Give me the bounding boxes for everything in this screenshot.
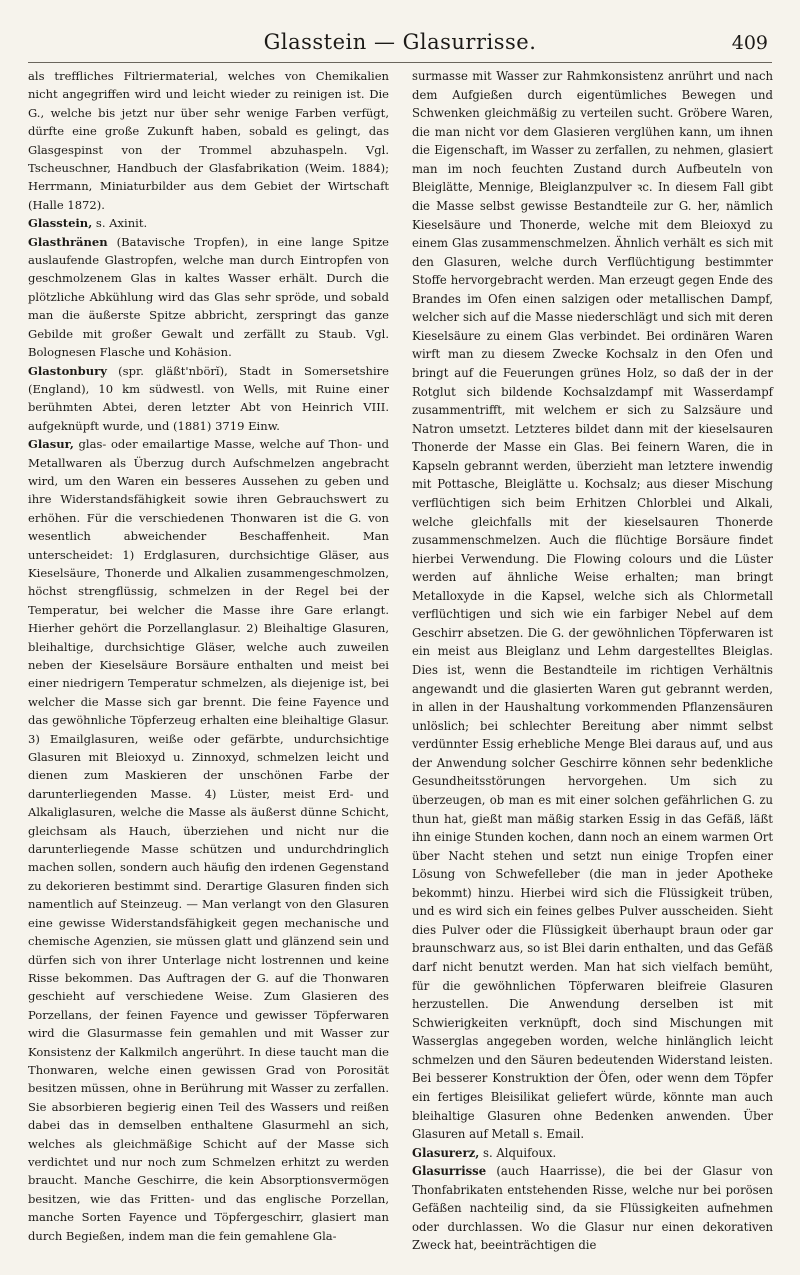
entry-text: surmasse mit Wasser zur Rahmkonsistenz anrührt und nach dem Aufgießen durch eigentümliches Bewegen und Schwenken gleichmäßig zu verteilen sucht. Gröbere Waren, die man nicht vor dem Glasieren verglühen kann, um ihnen die Eigenschaft, im Wasser zu zerfallen, zu nehmen, glasiert man im noch feuchten Zustand durch Aufbeuteln von Bleiglätte, Mennige, Bleiglanzpulver ꝛc. In diesem Fall gibt die Masse selbst gewisse Bestandteile zur G. her, nämlich Kieselsäure und Thonerde, welche mit dem Bleioxyd zu einem Glas zusammenschmelzen. Ähnlich verhält es sich mit den Glasuren, welche durch Verflüchtigung bestimmter Stoffe hervorgebracht werden. Man erzeugt gegen Ende des Brandes im Ofen einen salzigen oder metallischen Dampf, welcher sich auf die Masse niederschlägt und sich mit deren Kieselsäure zu einem Glas verbindet. Bei ordinären Waren wirft man zu diesem Zwecke Kochsalz in den Ofen und bringt auf die Feuerungen grünes Holz, so daß der in der Rotglut sich bildende Kochsalzdampf mit Wasserdampf zusammentrifft, mit welchem er sich zu Salzsäure und Natron umsetzt. Letzteres bildet dann mit der kieselsauren Thonerde der Masse ein Glas. Bei feinern Waren, die in Kapseln gebrannt werden, überzieht man letztere inwendig mit Pottasche, Bleiglätte u. Kochsalz; aus dieser Mischung verflüchtigen sich beim Erhitzen Chlorblei und Alkali, welche gleichfalls mit der kieselsauren Thonerde zusammenschmelzen. Auch die flüchtige Borsäure findet hierbei Verwendung. Die Flowing colours und die Lüster werden auf ähnliche Weise erhalten; man bringt Metalloxyde in die Kapsel, welche sich als Chlormetall verflüchtigen und sich wie ein farbiger Nebel auf dem Geschirr absetzen. Die G. der gewöhnlichen Töpferwaren ist ein meist aus Bleiglanz und Lehm dargestelltes Bleiglas. Dies ist, wenn die Bestandteile im richtigen Verhältnis angewandt und die glasierten Waren gut gebrannt werden, in allen in der Haushaltung vorkommenden Pflanzensäuren unlöslich; bei schlechter Bereitung aber nimmt selbst verdünnter Essig erhebliche Menge Blei daraus auf, und aus der Anwendung solcher Geschirre können sehr bedenkliche Gesundheitsstörungen hervorgehen. Um sich zu überzeugen, ob man es mit einer solchen gefährlichen G. zu thun hat, gießt man mäßig starken Essig in das Gefäß, läßt ihn einige Stunden kochen, dann noch an einem warmen Ort über Nacht stehen und setzt nun einige Tropfen einer Lösung von Schwefelleber (die man in jeder Apotheke bekommt) hinzu. Hierbei wird sich die Flüssigkeit trüben, und es wird sich ein feines gelbes Pulver ausscheiden. Sieht dies Pulver oder die Flüssigkeit überhaupt braun oder gar braunschwarz aus, so ist Blei darin enthalten, und das Gefäß darf nicht benutzt werden. Man hat sich vielfach bemüht, für die gewöhnlichen Töpferwaren bleifreie Glasuren herzustellen. Die Anwendung derselben ist mit Schwierigkeiten verknüpft, doch sind Mischungen mit Wasserglas angegeben worden, welche hinlänglich leicht schmelzen und den Säuren bedeutenden Widerstand leisten. Bei besserer Konstruktion der Öfen, oder wenn dem Töpfer ein fertiges Bleisilikat geliefert würde, könnte man auch bleihaltige Glasuren ohne Bedenken anwenden. Über Glasuren auf Metall s. Email. [412, 69, 773, 1142]
entry-text: (auch Haarrisse), die bei der Glasur von Thonfabrikaten entstehenden Risse, welche nur bei porösen Gefäßen nachteilig sind, da sie Flüssigkeiten aufnehmen oder durchlassen. Wo die Glasur nur einen dekorativen Zweck hat, beeinträchtigen die [412, 1164, 773, 1253]
entry-text: s. Axinit. [92, 216, 148, 231]
entry-text: glas- oder emailartige Masse, welche auf Thon- und Metallwaren als Überzug durch Aufschmelzen angebracht wird, um den Waren ein besseres Aussehen zu geben und ihre Widerstandsfähigkeit sowie ihren Gebrauchswert zu erhöhen. Für die verschiedenen Thonwaren ist die G. von wesentlich abweichender Beschaffenheit. Man unterscheidet: 1) Erdglasuren, durchsichtige Gläser, aus Kieselsäure, Thonerde und Alkalien zusammengeschmolzen, höchst strengflüssig, schmelzen in der Regel bei der Temperatur, bei welcher die Masse ihre Gare erlangt. Hierher gehört die Porzellanglasur. 2) Bleihaltige Glasuren, bleihaltige, durchsichtige Gläser, welche auch zuweilen neben der Kieselsäure Borsäure enthalten und meist bei einer niedrigern Temperatur schmelzen, als diejenige ist, bei welcher die Masse sich gar brennt. Die feine Fayence und das gewöhnliche Töpferzeug erhalten eine bleihaltige Glasur. 3) Emailglasuren, weiße oder gefärbte, undurchsichtige Glasuren mit Bleioxyd u. Zinnoxyd, schmelzen leicht und dienen zum Maskieren der unschönen Farbe der darunterliegenden Masse. 4) Lüster, meist Erd- und Alkaliglasuren, welche die Masse als äußerst dünne Schicht, gleichsam als Hauch, überziehen und nicht nur die darunterliegende Masse schützen und undurchdringlich machen sollen, sondern auch häufig den irdenen Gegenstand zu dekorieren bestimmt sind. Derartige Glasuren finden sich namentlich auf Steinzeug. — Man verlangt von den Glasuren eine gewisse Widerstandsfähigkeit gegen mechanische und chemische Agenzien, sie müssen glatt und glänzend sein und dürfen sich von ihrer Unterlage nicht lostrennen und keine Risse bekommen. Das Auftragen der G. auf die Thonwaren geschieht auf verschiedene Weise. Zum Glasieren des Porzellans, der feinen Fayence und gewisser Töpferwaren wird die Glasurmasse fein gemahlen und mit Wasser zur Konsistenz der Kalkmilch angerührt. In diese taucht man die Thonwaren, welche einen gewissen Grad von Porosität besitzen müssen, ohne in Berührung mit Wasser zu zerfallen. Sie absorbieren begierig einen Teil des Wassers und reißen dabei das in demselben enthaltene Glasurmehl an sich, welches als gleichmäßige Schicht auf der Masse sich verdichtet und nur noch zum Schmelzen erhitzt zu werden braucht. Manche Geschirre, die kein Absorptionsvermögen besitzen, wie das Fritten- und das englische Porzellan, manche Sorten Fayence und Töpfergeschirr, glasiert man durch Begießen, indem man die fein gemahlene Gla- [28, 437, 389, 1243]
left-column [28, 67, 389, 1245]
entry-text: (Batavische Tropfen), in eine lange Spitze auslaufende Glastropfen, welche man durch Eintropfen von geschmolzenem Glas in kaltes Wasser erhält. Durch die plötzliche Abkühlung wird das Glas sehr spröde, und sobald man die äußerste Spitze abbricht, zerspringt das ganze Gebilde mit großer Gewalt und zerfällt zu Staub. Vgl. Bolognesen Flasche und Kohäsion. [28, 234, 389, 360]
entry-text: s. Alquifoux. [479, 1145, 557, 1160]
dictionary-entry [28, 233, 389, 362]
running-title: Glasstein — Glasurrisse. [263, 30, 537, 54]
entry-headword: Glasurrisse [412, 1164, 487, 1179]
page-header [28, 28, 772, 63]
dictionary-entry [28, 362, 389, 436]
dictionary-entry [412, 1162, 773, 1255]
dictionary-entry [28, 435, 389, 1245]
entry-text: als treffliches Filtriermaterial, welches von Chemikalien nicht angegriffen wird und leicht wieder zu reinigen ist. Die G., welche bis jetzt nur über sehr wenige Farben verfügt, dürfte eine große Zukunft haben, sobald es gelingt, das Glasgespinst von der Trommel abzuhaspeln. Vgl. Tscheuschner, Handbuch der Glasfabrikation (Weim. 1884); Herrmann, Miniaturbilder aus dem Gebiet der Wirtschaft (Halle 1872). [28, 69, 389, 212]
continued-text [412, 67, 773, 1144]
dictionary-entry [28, 214, 389, 232]
continued-text [28, 67, 389, 214]
dictionary-entry [412, 1144, 773, 1163]
entry-headword: Glasstein, [28, 216, 93, 231]
entry-headword: Glastonbury [28, 363, 107, 378]
page-number: 409 [731, 32, 768, 54]
entry-text: (spr. gläßt'nbörĭ), Stadt in Somersetshire (England), 10 km südwestl. von Wells, mit Ruine einer berühmten Abtei, deren letzter Abt von Heinrich VIII. aufgeknüpft wurde, und (1881) 3719 Einw. [28, 363, 389, 433]
right-column [412, 67, 773, 1255]
entry-headword: Glasthränen [28, 234, 108, 249]
entry-headword: Glasur, [28, 437, 74, 452]
entry-headword: Glasurerz, [412, 1145, 480, 1160]
